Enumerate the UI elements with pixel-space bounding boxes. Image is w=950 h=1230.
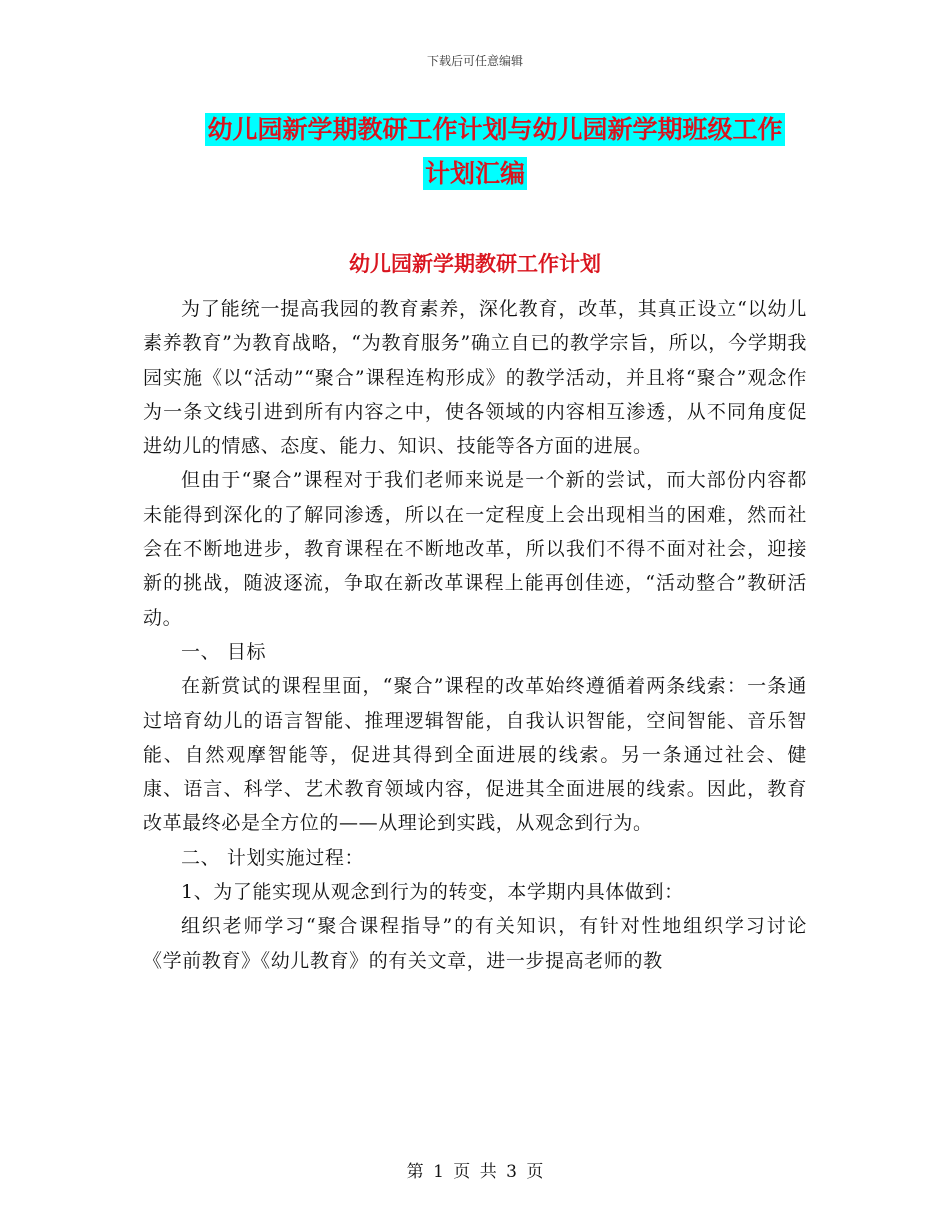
header-note: 下载后可任意编辑 xyxy=(426,54,523,68)
paragraph-step-1: 1、为了能实现从观念到行为的转变，本学期内具体做到： xyxy=(181,881,684,904)
heading-goals: 一、 目标 xyxy=(181,640,267,663)
document-title xyxy=(0,108,950,196)
paragraph-intro: 为了能统一提高我园的教育素养，深化教育，改革，其真正设立“以幼儿素养教育”为教育战略，“为教育服务”确立自已的教学宗旨，所以，今学期我园实施《以“活动”“聚合”课程连构形成》的教学活动，并且将“聚合”观念作为一条文线引进到所有内容之中，使各领域的内容相互渗透，从不同角度促进幼儿的情感、态度、能力、知识、技能等各方面的进展。 xyxy=(143,298,807,458)
paragraph-study: 组织老师学习“聚合课程指导”的有关知识，有针对性地组织学习讨论《学前教育》《幼儿教育》的有关文章，进一步提高老师的教 xyxy=(143,915,807,972)
section-title: 幼儿园新学期教研工作计划 xyxy=(349,252,601,276)
title-line-2: 计划汇编 xyxy=(424,159,525,188)
heading-implementation: 二、 计划实施过程： xyxy=(181,846,365,869)
title-line-1: 幼儿园新学期教研工作计划与幼儿园新学期班级工作 xyxy=(207,115,783,144)
paragraph-goals: 在新赏试的课程里面，“聚合”课程的改革始终遵循着两条线索：一条通过培育幼儿的语言智能、推理逻辑智能，自我认识智能，空间智能、音乐智能、自然观摩智能等，促进其得到全面进展的线索。另一条通过社会、健康、语言、科学、艺术教育领域内容，促进其全面进展的线索。因此，教育改革最终必是全方位的——从理论到实践，从观念到行为。 xyxy=(143,675,807,835)
page-footer: 第 1 页 共 3 页 xyxy=(406,1162,544,1182)
document-body xyxy=(143,292,807,978)
paragraph-challenge: 但由于“聚合”课程对于我们老师来说是一个新的尝试，而大部份内容都未能得到深化的了解同渗透，所以在一定程度上会出现相当的困难，然而社会在不断地进步，教育课程在不断地改革，所以我们不得不面对社会，迎接新的挑战，随波逐流，争取在新改革课程上能再创佳迹，“活动整合”教研活动。 xyxy=(143,469,807,629)
